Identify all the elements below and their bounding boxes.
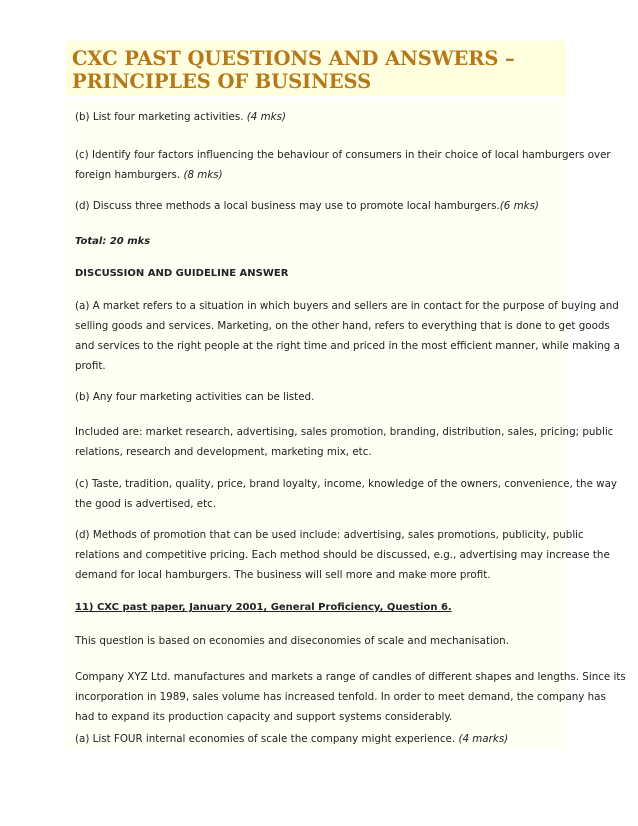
total-marks-text: Total: 20 mks <box>75 236 151 247</box>
answer-c-line-1: (c) Taste, tradition, quality, price, brand loyalty, income, knowledge of the owners, convenience, the way <box>75 478 617 490</box>
question-c-marks: (8 mks) <box>183 169 223 181</box>
answer-included-line-1: Included are: market research, advertising, sales promotion, branding, distribution, sales, pricing; public <box>75 426 614 438</box>
question-c-line-1: (c) Identify four factors influencing the behaviour of consumers in their choice of local hamburgers over <box>75 149 611 161</box>
answer-included-line-2: relations, research and development, marketing mix, etc. <box>75 446 372 458</box>
next-question-a-marks: (4 marks) <box>458 733 509 745</box>
question-d-marks: (6 mks) <box>499 200 539 212</box>
answer-c-line-2: the good is advertised, etc. <box>75 498 217 510</box>
answer-d-line-2: relations and competitive pricing. Each method should be discussed, e.g., advertising may increase the <box>75 549 610 561</box>
next-question-heading <box>75 597 565 618</box>
page-title-line-1: CXC PAST QUESTIONS AND ANSWERS – <box>72 47 515 70</box>
answer-a-line-1: (a) A market refers to a situation in which buyers and sellers are in contact for the purpose of buying and <box>75 300 619 312</box>
question-c-line-2: foreign hamburgers. <box>75 169 184 181</box>
total-marks <box>75 231 565 252</box>
next-question-intro <box>75 631 565 651</box>
next-question-a-text: (a) List FOUR internal economies of scale the company might experience. <box>75 733 459 745</box>
company-scenario-line-1: Company XYZ Ltd. manufactures and markets a range of candles of different shapes and lengths. Since its <box>75 671 626 683</box>
question-d <box>75 196 565 216</box>
document-body <box>66 100 626 750</box>
answer-c <box>75 474 617 514</box>
answer-heading-text: DISCUSSION AND GUIDELINE ANSWER <box>75 268 289 279</box>
next-question-a <box>75 729 565 749</box>
question-b-text: (b) List four marketing activities. <box>75 111 247 123</box>
answer-a-line-2: selling goods and services. Marketing, on the other hand, refers to everything that is done to get goods <box>75 320 610 332</box>
next-question-intro-text: This question is based on economies and diseconomies of scale and mechanisation. <box>75 635 509 647</box>
page-title <box>72 47 562 93</box>
company-scenario <box>75 667 626 727</box>
answer-heading <box>75 263 565 284</box>
answer-d-line-3: demand for local hamburgers. The business will sell more and make more profit. <box>75 569 491 581</box>
answer-included <box>75 422 614 462</box>
answer-b-text: (b) Any four marketing activities can be listed. <box>75 391 315 403</box>
company-scenario-line-2: incorporation in 1989, sales volume has increased tenfold. In order to meet demand, the company has <box>75 691 606 703</box>
answer-a <box>75 296 620 376</box>
answer-d-line-1: (d) Methods of promotion that can be used include: advertising, sales promotions, publicity, public <box>75 529 584 541</box>
question-c <box>75 145 611 185</box>
question-d-text: (d) Discuss three methods a local business may use to promote local hamburgers. <box>75 200 500 212</box>
answer-b <box>75 387 565 407</box>
page-title-line-2: PRINCIPLES OF BUSINESS <box>72 70 372 93</box>
answer-a-line-4: profit. <box>75 360 106 372</box>
answer-a-line-3: and services to the right people at the right time and priced in the most efficient manner, while making a <box>75 340 620 352</box>
question-b-marks: (4 mks) <box>246 111 286 123</box>
question-b <box>75 107 565 127</box>
next-question-heading-text: 11) CXC past paper, January 2001, General Proficiency, Question 6. <box>75 602 452 613</box>
company-scenario-line-3: had to expand its production capacity and support systems considerably. <box>75 711 453 723</box>
answer-d <box>75 525 610 585</box>
title-banner <box>66 41 566 96</box>
